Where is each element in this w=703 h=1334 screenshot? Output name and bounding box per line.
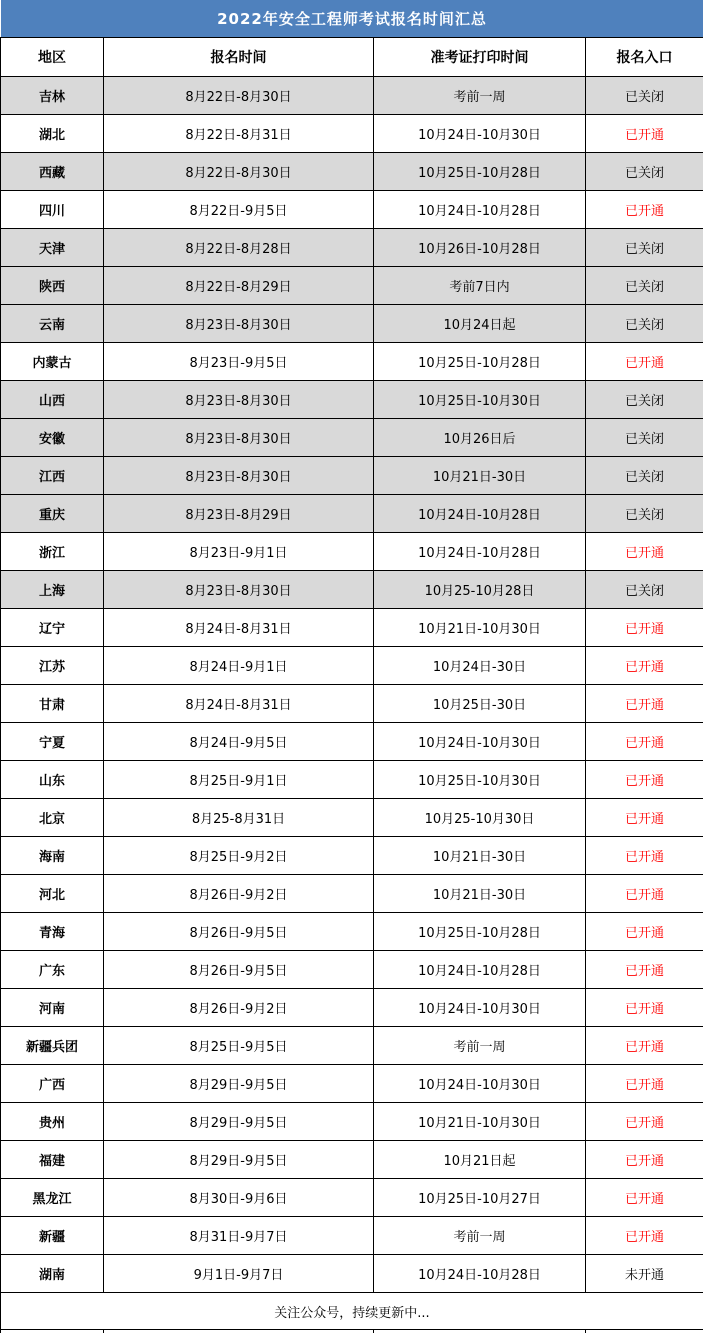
header-row	[1, 38, 703, 77]
signup-time-cell: 8月24日-8月31日	[104, 685, 374, 723]
region-cell: 广东	[1, 951, 104, 989]
table-row	[1, 533, 703, 571]
column-header-1: 报名时间	[104, 38, 374, 77]
signup-time-cell: 8月29日-9月5日	[104, 1141, 374, 1179]
status-cell: 已开通	[586, 989, 703, 1027]
status-cell: 已开通	[586, 685, 703, 723]
region-cell: 天津	[1, 229, 104, 267]
status-cell: 已开通	[586, 837, 703, 875]
status-cell: 已关闭	[586, 229, 703, 267]
print-time-cell: 10月26日-10月28日	[374, 229, 586, 267]
signup-time-cell: 8月26日-9月2日	[104, 875, 374, 913]
signup-time-cell: 8月23日-9月1日	[104, 533, 374, 571]
print-time-cell: 10月24日-10月28日	[374, 1255, 586, 1293]
title-row	[1, 0, 703, 38]
region-cell: 重庆	[1, 495, 104, 533]
print-time-cell: 10月24日-10月28日	[374, 951, 586, 989]
print-time-cell: 10月26日后	[374, 419, 586, 457]
status-cell: 已开通	[586, 723, 703, 761]
table-row	[1, 153, 703, 191]
status-cell: 已开通	[586, 647, 703, 685]
print-time-cell: 考前一周	[374, 1027, 586, 1065]
region-cell: 新疆	[1, 1217, 104, 1255]
table-row	[1, 951, 703, 989]
table-row	[1, 1141, 703, 1179]
table-row	[1, 913, 703, 951]
status-cell: 已开通	[586, 1179, 703, 1217]
partial-cell	[586, 1330, 703, 1334]
signup-time-cell: 8月29日-9月5日	[104, 1065, 374, 1103]
print-time-cell: 10月21日起	[374, 1141, 586, 1179]
table-row	[1, 647, 703, 685]
signup-time-cell: 8月23日-8月30日	[104, 419, 374, 457]
status-cell: 已关闭	[586, 267, 703, 305]
print-time-cell: 10月21日-30日	[374, 457, 586, 495]
partial-cell	[104, 1330, 374, 1334]
table-row	[1, 343, 703, 381]
print-time-cell: 10月21日-10月30日	[374, 609, 586, 647]
region-cell: 北京	[1, 799, 104, 837]
region-cell: 江西	[1, 457, 104, 495]
status-cell: 已开通	[586, 951, 703, 989]
table-row	[1, 115, 703, 153]
status-cell: 已开通	[586, 875, 703, 913]
table-row	[1, 989, 703, 1027]
signup-time-cell: 8月24日-9月1日	[104, 647, 374, 685]
signup-time-cell: 8月22日-9月5日	[104, 191, 374, 229]
status-cell: 已开通	[586, 343, 703, 381]
print-time-cell: 10月21日-10月30日	[374, 1103, 586, 1141]
table-row	[1, 1217, 703, 1255]
signup-time-cell: 8月30日-9月6日	[104, 1179, 374, 1217]
signup-time-cell: 8月23日-8月30日	[104, 381, 374, 419]
signup-time-cell: 8月22日-8月30日	[104, 153, 374, 191]
region-cell: 黑龙江	[1, 1179, 104, 1217]
region-cell: 湖北	[1, 115, 104, 153]
print-time-cell: 10月25日-10月28日	[374, 343, 586, 381]
table-row	[1, 723, 703, 761]
signup-time-cell: 8月22日-8月28日	[104, 229, 374, 267]
signup-time-cell: 8月25-8月31日	[104, 799, 374, 837]
status-cell: 已开通	[586, 1065, 703, 1103]
region-cell: 江苏	[1, 647, 104, 685]
column-header-3: 报名入口	[586, 38, 703, 77]
print-time-cell: 10月24日起	[374, 305, 586, 343]
table-row	[1, 457, 703, 495]
table-row	[1, 609, 703, 647]
print-time-cell: 考前7日内	[374, 267, 586, 305]
region-cell: 宁夏	[1, 723, 104, 761]
signup-time-cell: 8月23日-8月30日	[104, 457, 374, 495]
print-time-cell: 10月21日-30日	[374, 837, 586, 875]
table-row	[1, 875, 703, 913]
print-time-cell: 10月24日-10月30日	[374, 1065, 586, 1103]
signup-time-cell: 8月22日-8月31日	[104, 115, 374, 153]
region-cell: 贵州	[1, 1103, 104, 1141]
print-time-cell: 考前一周	[374, 1217, 586, 1255]
print-time-cell: 10月25日-10月30日	[374, 761, 586, 799]
signup-time-cell: 8月23日-8月30日	[104, 305, 374, 343]
partial-cell	[1, 1330, 104, 1334]
table-row	[1, 1027, 703, 1065]
region-cell: 海南	[1, 837, 104, 875]
signup-time-cell: 8月22日-8月30日	[104, 77, 374, 115]
print-time-cell: 10月25-10月28日	[374, 571, 586, 609]
signup-time-cell: 8月24日-8月31日	[104, 609, 374, 647]
print-time-cell: 10月24日-30日	[374, 647, 586, 685]
print-time-cell: 10月24日-10月30日	[374, 989, 586, 1027]
region-cell: 云南	[1, 305, 104, 343]
status-cell: 已关闭	[586, 419, 703, 457]
table-row	[1, 799, 703, 837]
footer-note: 关注公众号，持续更新中...	[1, 1293, 703, 1330]
table-row	[1, 267, 703, 305]
table-row	[1, 495, 703, 533]
region-cell: 辽宁	[1, 609, 104, 647]
table-row	[1, 77, 703, 115]
region-cell: 河南	[1, 989, 104, 1027]
table-row	[1, 305, 703, 343]
signup-time-cell: 8月25日-9月1日	[104, 761, 374, 799]
status-cell: 未开通	[586, 1255, 703, 1293]
signup-time-cell: 8月25日-9月2日	[104, 837, 374, 875]
signup-time-cell: 8月31日-9月7日	[104, 1217, 374, 1255]
status-cell: 已关闭	[586, 495, 703, 533]
region-cell: 浙江	[1, 533, 104, 571]
region-cell: 广西	[1, 1065, 104, 1103]
status-cell: 已开通	[586, 799, 703, 837]
print-time-cell: 10月24日-10月28日	[374, 495, 586, 533]
signup-time-cell: 8月26日-9月5日	[104, 913, 374, 951]
status-cell: 已开通	[586, 533, 703, 571]
region-cell: 上海	[1, 571, 104, 609]
status-cell: 已开通	[586, 1103, 703, 1141]
column-header-0: 地区	[1, 38, 104, 77]
status-cell: 已关闭	[586, 457, 703, 495]
table-row	[1, 229, 703, 267]
status-cell: 已开通	[586, 115, 703, 153]
print-time-cell: 10月21日-30日	[374, 875, 586, 913]
status-cell: 已开通	[586, 761, 703, 799]
status-cell: 已开通	[586, 1141, 703, 1179]
signup-time-cell: 8月23日-8月29日	[104, 495, 374, 533]
partial-cell	[374, 1330, 586, 1334]
status-cell: 已开通	[586, 191, 703, 229]
region-cell: 福建	[1, 1141, 104, 1179]
table-row	[1, 1179, 703, 1217]
print-time-cell: 10月25日-10月28日	[374, 153, 586, 191]
region-cell: 安徽	[1, 419, 104, 457]
print-time-cell: 10月25日-10月28日	[374, 913, 586, 951]
region-cell: 山西	[1, 381, 104, 419]
status-cell: 已关闭	[586, 381, 703, 419]
table-row	[1, 381, 703, 419]
status-cell: 已关闭	[586, 153, 703, 191]
region-cell: 甘肃	[1, 685, 104, 723]
print-time-cell: 10月24日-10月28日	[374, 533, 586, 571]
print-time-cell: 10月24日-10月28日	[374, 191, 586, 229]
print-time-cell: 10月24日-10月30日	[374, 115, 586, 153]
table-title: 2022年安全工程师考试报名时间汇总	[1, 0, 703, 38]
signup-time-cell: 8月24日-9月5日	[104, 723, 374, 761]
table-row	[1, 571, 703, 609]
print-time-cell: 10月25日-10月30日	[374, 381, 586, 419]
status-cell: 已开通	[586, 1027, 703, 1065]
status-cell: 已关闭	[586, 305, 703, 343]
print-time-cell: 10月25日-30日	[374, 685, 586, 723]
region-cell: 四川	[1, 191, 104, 229]
table-row	[1, 1065, 703, 1103]
signup-time-cell: 8月23日-8月30日	[104, 571, 374, 609]
table-row	[1, 761, 703, 799]
table-row	[1, 1103, 703, 1141]
region-cell: 陕西	[1, 267, 104, 305]
region-cell: 内蒙古	[1, 343, 104, 381]
partial-next-row	[1, 1330, 703, 1334]
print-time-cell: 考前一周	[374, 77, 586, 115]
table-row	[1, 191, 703, 229]
region-cell: 新疆兵团	[1, 1027, 104, 1065]
status-cell: 已开通	[586, 913, 703, 951]
table-row	[1, 419, 703, 457]
footer-row	[1, 1293, 703, 1330]
print-time-cell: 10月24日-10月30日	[374, 723, 586, 761]
table-row	[1, 837, 703, 875]
signup-time-cell: 8月25日-9月5日	[104, 1027, 374, 1065]
signup-time-cell: 8月26日-9月2日	[104, 989, 374, 1027]
region-cell: 青海	[1, 913, 104, 951]
table-row	[1, 685, 703, 723]
print-time-cell: 10月25日-10月27日	[374, 1179, 586, 1217]
status-cell: 已开通	[586, 609, 703, 647]
region-cell: 河北	[1, 875, 104, 913]
status-cell: 已关闭	[586, 571, 703, 609]
status-cell: 已关闭	[586, 77, 703, 115]
region-cell: 山东	[1, 761, 104, 799]
signup-time-cell: 8月26日-9月5日	[104, 951, 374, 989]
region-cell: 西藏	[1, 153, 104, 191]
region-cell: 吉林	[1, 77, 104, 115]
status-cell: 已开通	[586, 1217, 703, 1255]
signup-time-cell: 8月29日-9月5日	[104, 1103, 374, 1141]
print-time-cell: 10月25-10月30日	[374, 799, 586, 837]
column-header-2: 准考证打印时间	[374, 38, 586, 77]
table-row	[1, 1255, 703, 1293]
signup-time-cell: 9月1日-9月7日	[104, 1255, 374, 1293]
signup-time-cell: 8月23日-9月5日	[104, 343, 374, 381]
region-cell: 湖南	[1, 1255, 104, 1293]
signup-time-cell: 8月22日-8月29日	[104, 267, 374, 305]
